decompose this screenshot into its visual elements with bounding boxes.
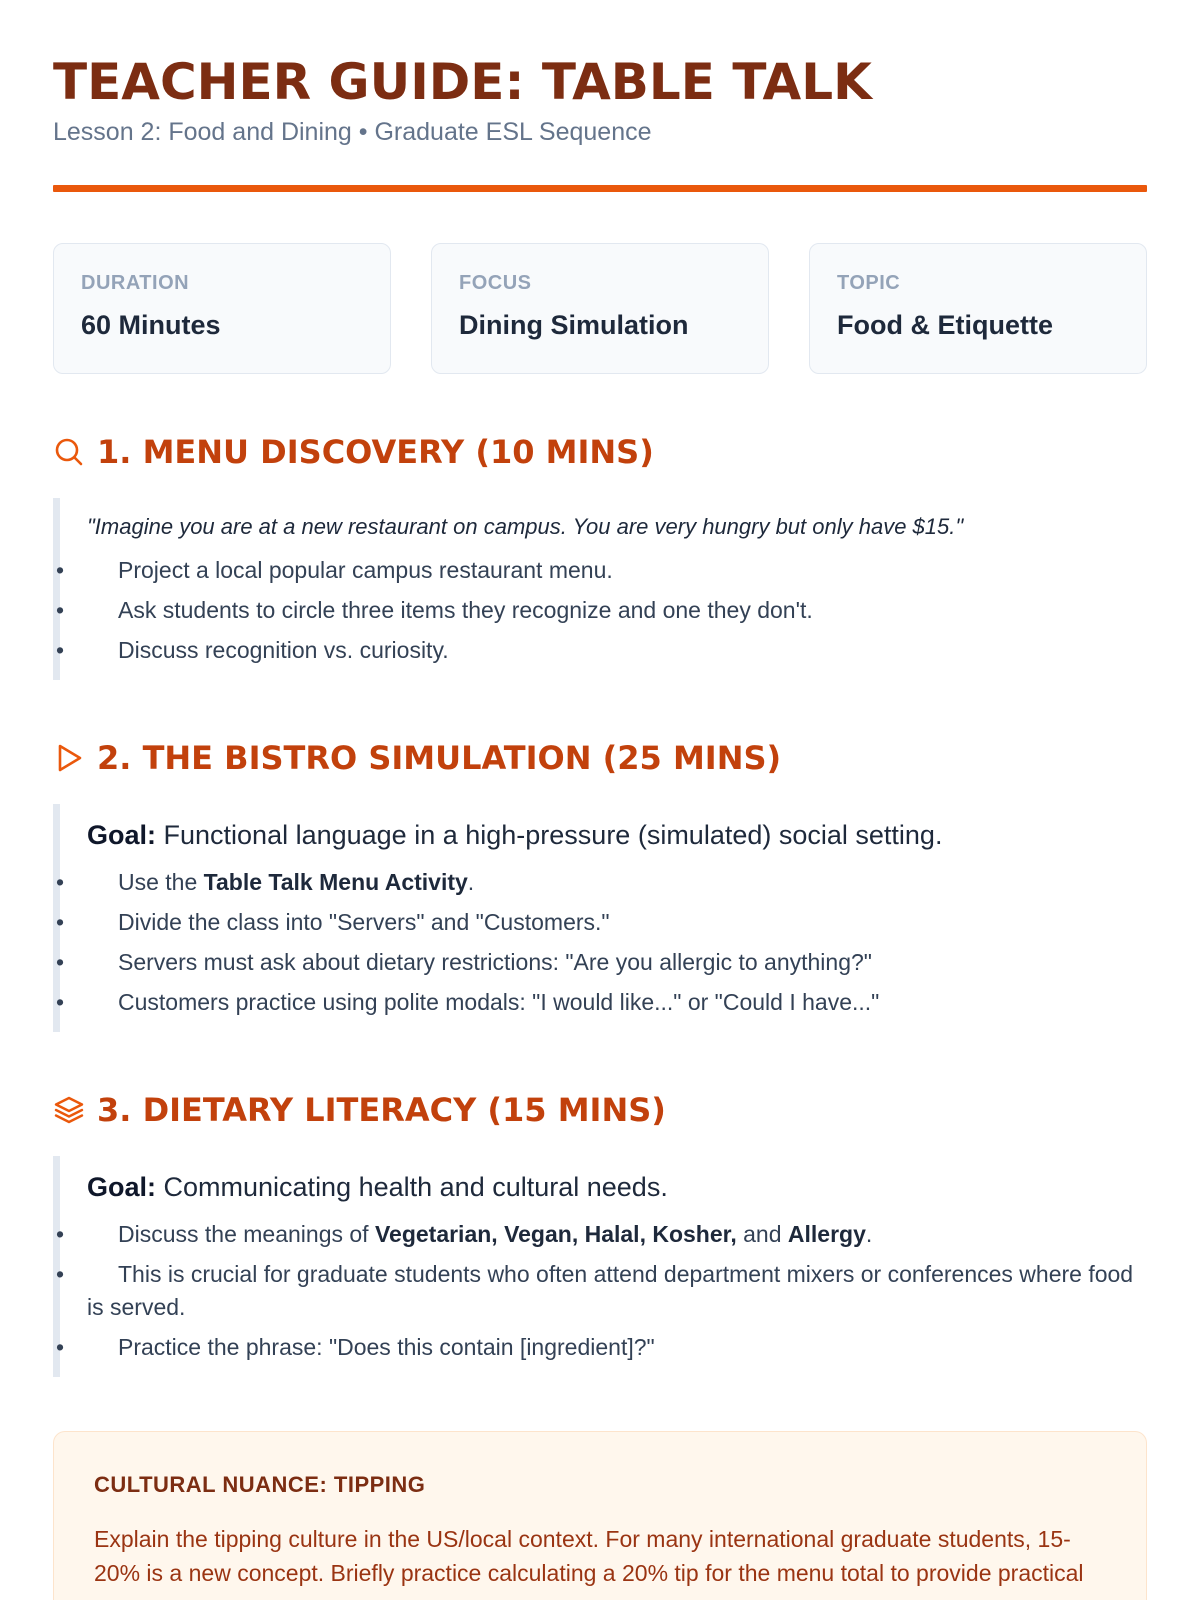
play-icon [53,740,89,776]
card-label: TOPIC [837,272,901,294]
section-body [53,804,1147,1032]
section-goal [87,818,1147,852]
card-value: Dining Simulation [459,310,689,340]
list-item: • Project a local popular campus restaurant menu. [87,554,1147,587]
activity-name: Table Talk Menu Activity [203,869,468,895]
section-dietary-literacy [53,1088,1147,1377]
section-title: 2. THE BISTRO SIMULATION (25 MINS) [97,739,782,777]
page-title: TEACHER GUIDE: TABLE TALK [53,53,872,111]
dietary-term-allergy: Allergy [787,1221,866,1247]
card-value: Food & Etiquette [837,310,1053,340]
info-card-topic [809,243,1147,374]
goal-text: Communicating health and cultural needs. [156,1172,668,1202]
item-text: and [736,1221,788,1247]
goal-label: Goal: [87,820,157,850]
activity-list [87,866,1147,1019]
card-label: FOCUS [459,272,532,294]
goal-text: Functional language in a high-pressure (simulated) social setting. [156,820,943,850]
callout-text: Explain the tipping culture in the US/local context. For many international graduate students, 15-20% is a new concept. Briefly practice calculating a 20% tip for the menu total to provide practical [94,1526,1084,1586]
list-item: • Customers practice using polite modals: "I would like..." or "Could I have..." [87,986,1147,1019]
item-text: Use the [118,869,204,895]
section-heading [53,736,1147,780]
info-cards [53,243,1147,374]
list-item [87,1218,1147,1251]
list-item: • Divide the class into "Servers" and "Customers." [87,906,1147,939]
list-item: • This is crucial for graduate students who often attend department mixers or conferences where food is served. [87,1258,1147,1324]
page-subtitle: Lesson 2: Food and Dining • Graduate ESL Sequence [53,118,652,146]
item-text: . [467,869,475,895]
cultural-nuance-callout [53,1431,1147,1600]
goal-label: Goal: [87,1172,157,1202]
activity-list [87,554,1147,667]
callout-title: CULTURAL NUANCE: TIPPING [94,1472,426,1497]
section-title: 1. MENU DISCOVERY (10 MINS) [97,433,654,471]
list-item [87,866,1147,899]
item-text: Discuss the meanings of [118,1221,375,1247]
list-item: • Ask students to circle three items they recognize and one they don't. [87,594,1147,627]
card-value: 60 Minutes [81,310,221,340]
list-item: • Discuss recognition vs. curiosity. [87,634,1147,667]
section-heading [53,1088,1147,1132]
item-text: . [865,1221,873,1247]
section-bistro-simulation [53,736,1147,1032]
header-divider [53,185,1147,192]
search-icon [53,434,89,470]
section-title: 3. DIETARY LITERACY (15 MINS) [97,1091,666,1129]
info-card-focus [431,243,769,374]
list-item: • Servers must ask about dietary restrictions: "Are you allergic to anything?" [87,946,1147,979]
dietary-terms: Vegetarian, Vegan, Halal, Kosher, [374,1221,737,1247]
info-card-duration [53,243,391,374]
scenario-quote: "Imagine you are at a new restaurant on campus. You are very hungry but only have $15." [87,514,964,539]
section-body [53,1156,1147,1377]
layers-icon [53,1092,89,1128]
card-label: DURATION [81,272,190,294]
section-heading [53,430,1147,474]
section-body [53,498,1147,680]
activity-list [87,1218,1147,1364]
list-item: • Practice the phrase: "Does this contain [ingredient]?" [87,1331,1147,1364]
section-menu-discovery [53,430,1147,680]
section-goal [87,1170,1147,1204]
